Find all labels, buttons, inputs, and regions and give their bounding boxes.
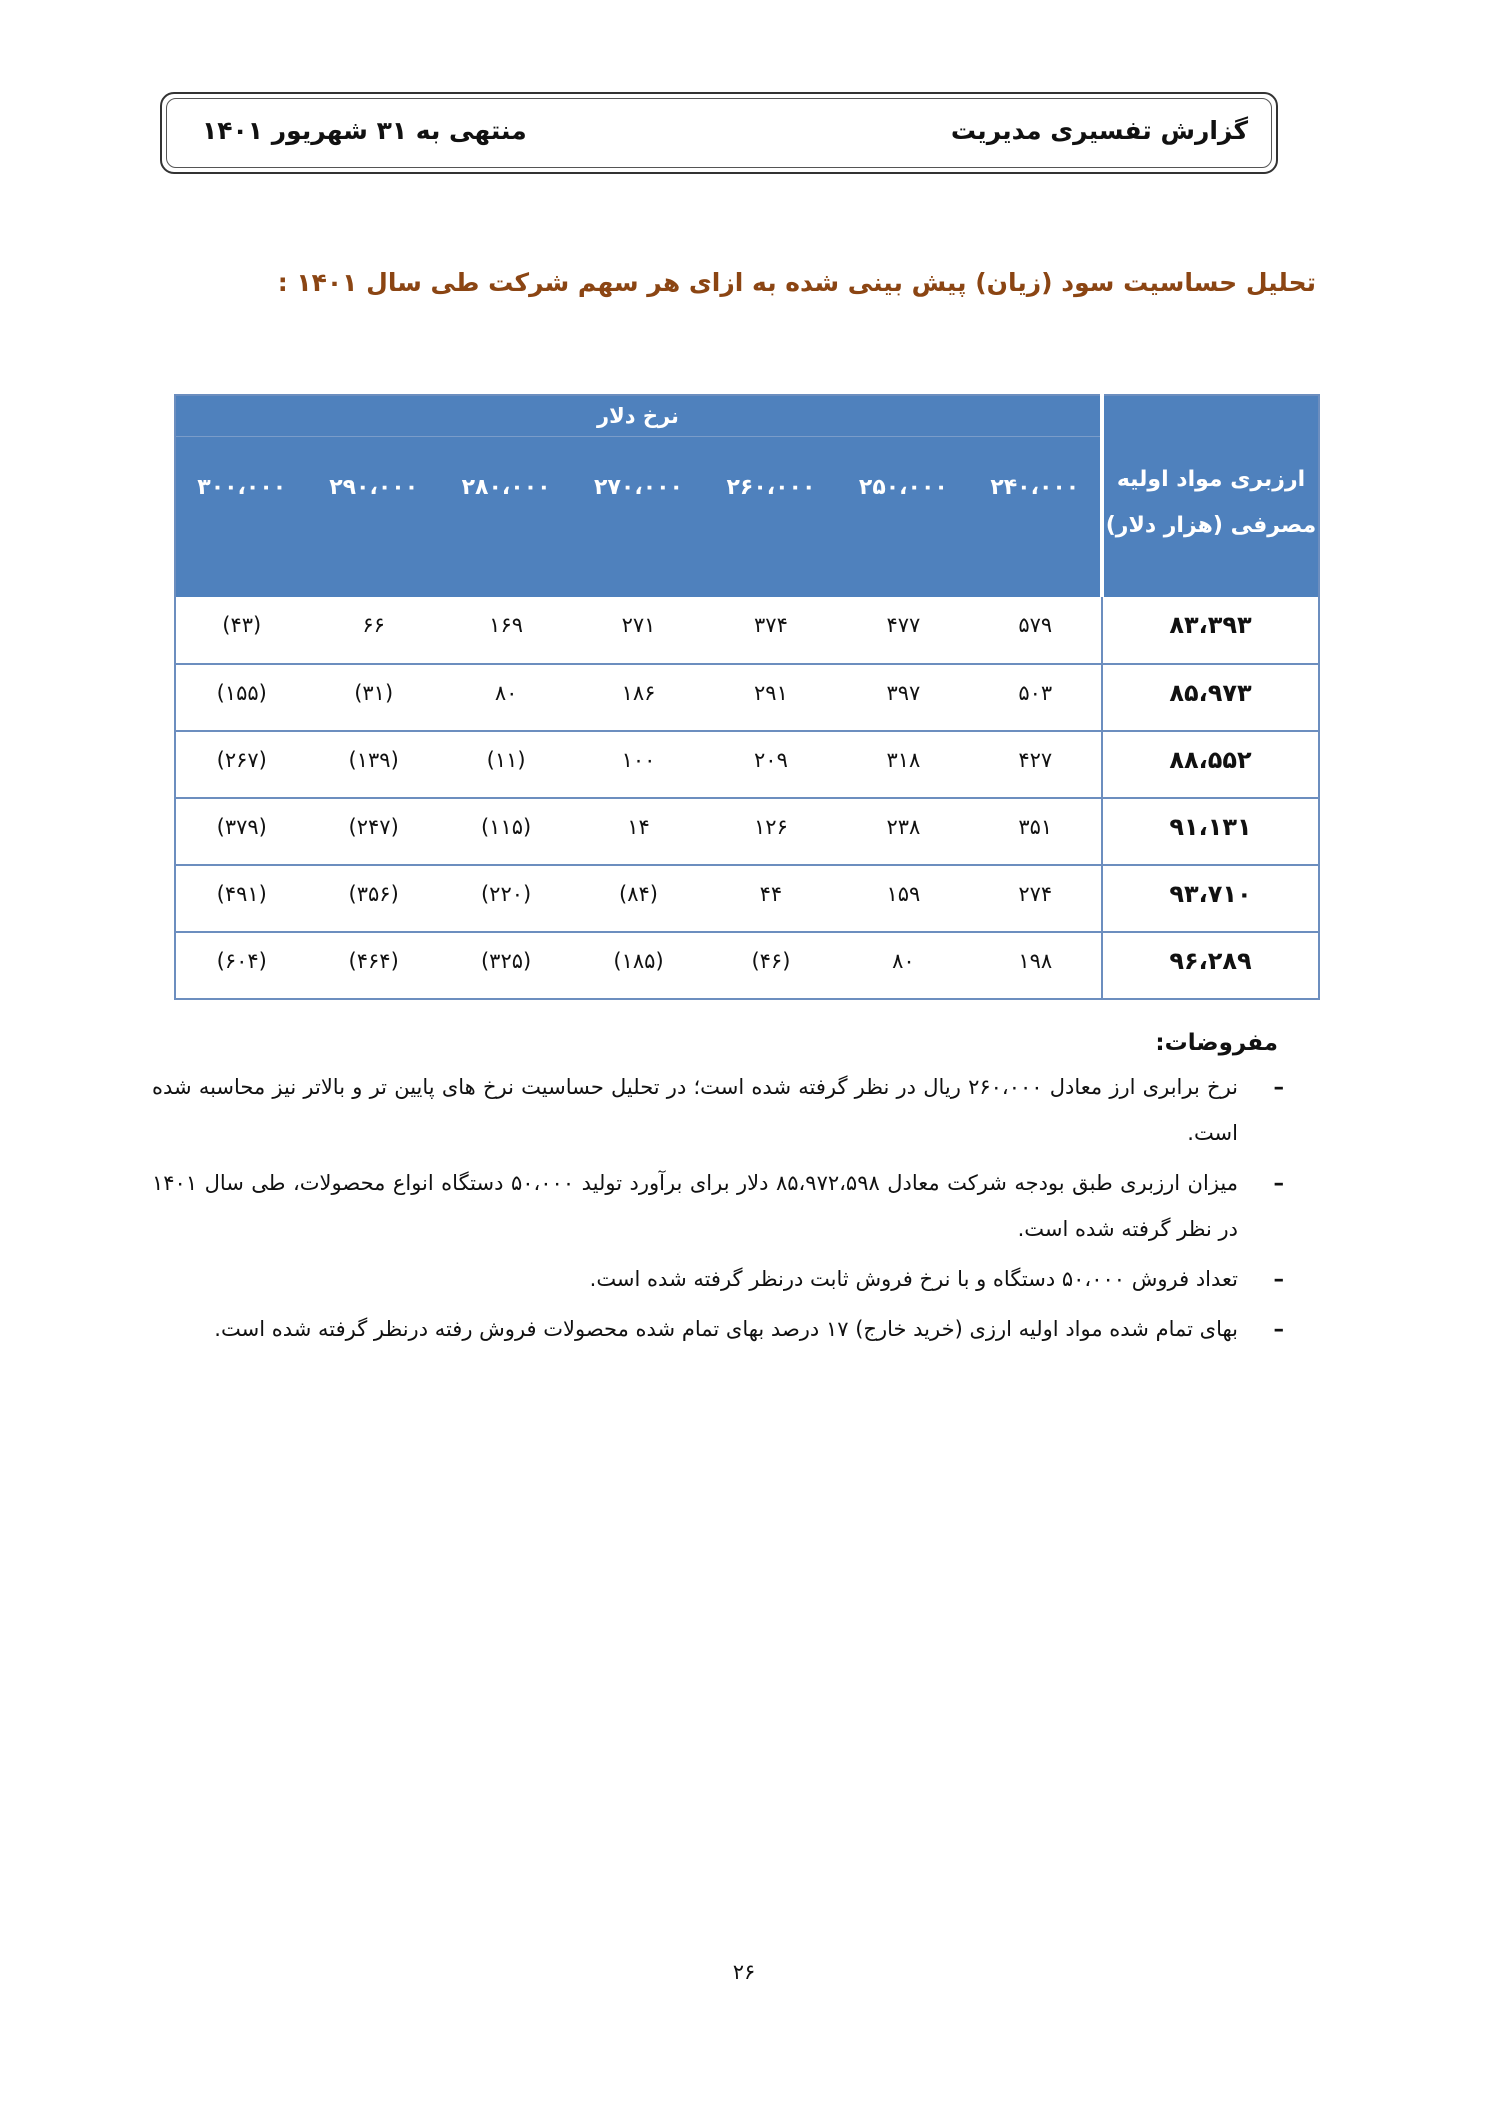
assumption-text: میزان ارزبری طبق بودجه شرکت معادل ۸۵،۹۷۲،۵۹۸ دلار برای برآورد تولید ۵۰،۰۰۰ دستگاه انواع محصولات، طی سال ۱۴۰۱ در نظر گرفته شده است. bbox=[152, 1171, 1238, 1241]
rate-header: ۳۰۰،۰۰۰ bbox=[175, 437, 307, 598]
table-row bbox=[175, 798, 1319, 865]
table-cell: ۱۵۹ bbox=[837, 865, 969, 932]
rate-header: ۲۷۰،۰۰۰ bbox=[572, 437, 704, 598]
rate-header: ۲۹۰،۰۰۰ bbox=[307, 437, 439, 598]
assumptions-title: مفروضات: bbox=[1155, 1030, 1278, 1056]
table-cell: (۱۳۹) bbox=[307, 731, 439, 798]
dash-bullet-icon: – bbox=[1273, 1317, 1284, 1341]
table-cell: ۳۹۷ bbox=[837, 664, 969, 731]
list-item bbox=[152, 1256, 1282, 1302]
table-cell: (۲۶۷) bbox=[175, 731, 307, 798]
row-header-line2: مصرفی (هزار دلار) bbox=[1105, 512, 1317, 538]
table-cell: ۲۹۱ bbox=[705, 664, 837, 731]
table-cell: ۱۹۸ bbox=[970, 932, 1102, 999]
section-title: تحلیل حساسیت سود (زیان) پیش بینی شده به ازای هر سهم شرکت طی سال ۱۴۰۱ : bbox=[277, 268, 1316, 297]
table-cell: (۱۸۵) bbox=[572, 932, 704, 999]
table-cell: ۱۲۶ bbox=[705, 798, 837, 865]
group-header: نرخ دلار bbox=[175, 395, 1102, 437]
dash-bullet-icon: – bbox=[1273, 1267, 1284, 1291]
table-cell: ۱۸۶ bbox=[572, 664, 704, 731]
table-cell: ۲۳۸ bbox=[837, 798, 969, 865]
table-cell: ۵۷۹ bbox=[970, 597, 1102, 664]
dash-bullet-icon: – bbox=[1273, 1075, 1284, 1099]
table-cell: (۴۶) bbox=[705, 932, 837, 999]
table-cell: ۲۷۱ bbox=[572, 597, 704, 664]
table-cell: (۴۳) bbox=[175, 597, 307, 664]
table-cell: ۲۰۹ bbox=[705, 731, 837, 798]
dash-bullet-icon: – bbox=[1273, 1171, 1284, 1195]
table-row bbox=[175, 731, 1319, 798]
table-cell: (۲۴۷) bbox=[307, 798, 439, 865]
table-cell: (۱۵۵) bbox=[175, 664, 307, 731]
rate-header: ۲۵۰،۰۰۰ bbox=[837, 437, 969, 598]
sensitivity-table bbox=[174, 394, 1320, 1000]
report-period: منتهی به ۳۱ شهریور ۱۴۰۱ bbox=[202, 116, 527, 145]
table-cell: ۱۰۰ bbox=[572, 731, 704, 798]
table-cell: (۳۷۹) bbox=[175, 798, 307, 865]
table-cell: ۱۴ bbox=[572, 798, 704, 865]
list-item bbox=[152, 1160, 1282, 1252]
table-cell: (۸۴) bbox=[572, 865, 704, 932]
row-label: ۸۸،۵۵۲ bbox=[1102, 731, 1319, 798]
row-header-line1: ارزبری مواد اولیه bbox=[1116, 466, 1306, 492]
table-cell: (۶۰۴) bbox=[175, 932, 307, 999]
table-cell: ۲۷۴ bbox=[970, 865, 1102, 932]
assumption-text: تعداد فروش ۵۰،۰۰۰ دستگاه و با نرخ فروش ثابت درنظر گرفته شده است. bbox=[589, 1267, 1238, 1291]
table-row bbox=[175, 597, 1319, 664]
assumption-text: بهای تمام شده مواد اولیه ارزی (خرید خارج) ۱۷ درصد بهای تمام شده محصولات فروش رفته درنظر گرفته شده است. bbox=[214, 1317, 1238, 1341]
rate-header: ۲۴۰،۰۰۰ bbox=[970, 437, 1102, 598]
report-title: گزارش تفسیری مدیریت bbox=[950, 116, 1248, 145]
table-row bbox=[175, 865, 1319, 932]
table-cell: ۴۷۷ bbox=[837, 597, 969, 664]
table-cell: (۱۱) bbox=[440, 731, 572, 798]
row-label: ۹۳،۷۱۰ bbox=[1102, 865, 1319, 932]
list-item bbox=[152, 1064, 1282, 1156]
row-label: ۹۶،۲۸۹ bbox=[1102, 932, 1319, 999]
page-number: ۲۶ bbox=[732, 1960, 756, 1984]
table-cell: ۳۵۱ bbox=[970, 798, 1102, 865]
table-row bbox=[175, 932, 1319, 999]
row-header bbox=[1102, 395, 1319, 597]
table-cell: (۲۲۰) bbox=[440, 865, 572, 932]
table-cell: (۱۱۵) bbox=[440, 798, 572, 865]
table-cell: ۸۰ bbox=[440, 664, 572, 731]
assumptions-list bbox=[152, 1064, 1282, 1356]
table-cell: (۴۹۱) bbox=[175, 865, 307, 932]
table-cell: ۳۷۴ bbox=[705, 597, 837, 664]
table-cell: ۶۶ bbox=[307, 597, 439, 664]
page-header bbox=[160, 92, 1278, 174]
rate-header: ۲۸۰،۰۰۰ bbox=[440, 437, 572, 598]
table-cell: ۴۴ bbox=[705, 865, 837, 932]
row-label: ۸۳،۳۹۳ bbox=[1102, 597, 1319, 664]
table-cell: ۴۲۷ bbox=[970, 731, 1102, 798]
assumption-text: نرخ برابری ارز معادل ۲۶۰،۰۰۰ ریال در نظر گرفته شده است؛ در تحلیل حساسیت نرخ های پایین تر و بالاتر نیز محاسبه شده است. bbox=[152, 1075, 1239, 1145]
table-cell: (۴۶۴) bbox=[307, 932, 439, 999]
table-cell: (۳۵۶) bbox=[307, 865, 439, 932]
row-label: ۹۱،۱۳۱ bbox=[1102, 798, 1319, 865]
list-item bbox=[152, 1306, 1282, 1352]
table-cell: ۵۰۳ bbox=[970, 664, 1102, 731]
table-cell: ۸۰ bbox=[837, 932, 969, 999]
rate-header: ۲۶۰،۰۰۰ bbox=[705, 437, 837, 598]
table-cell: (۳۲۵) bbox=[440, 932, 572, 999]
table-cell: (۳۱) bbox=[307, 664, 439, 731]
table-cell: ۱۶۹ bbox=[440, 597, 572, 664]
table-cell: ۳۱۸ bbox=[837, 731, 969, 798]
table-row bbox=[175, 664, 1319, 731]
row-label: ۸۵،۹۷۳ bbox=[1102, 664, 1319, 731]
